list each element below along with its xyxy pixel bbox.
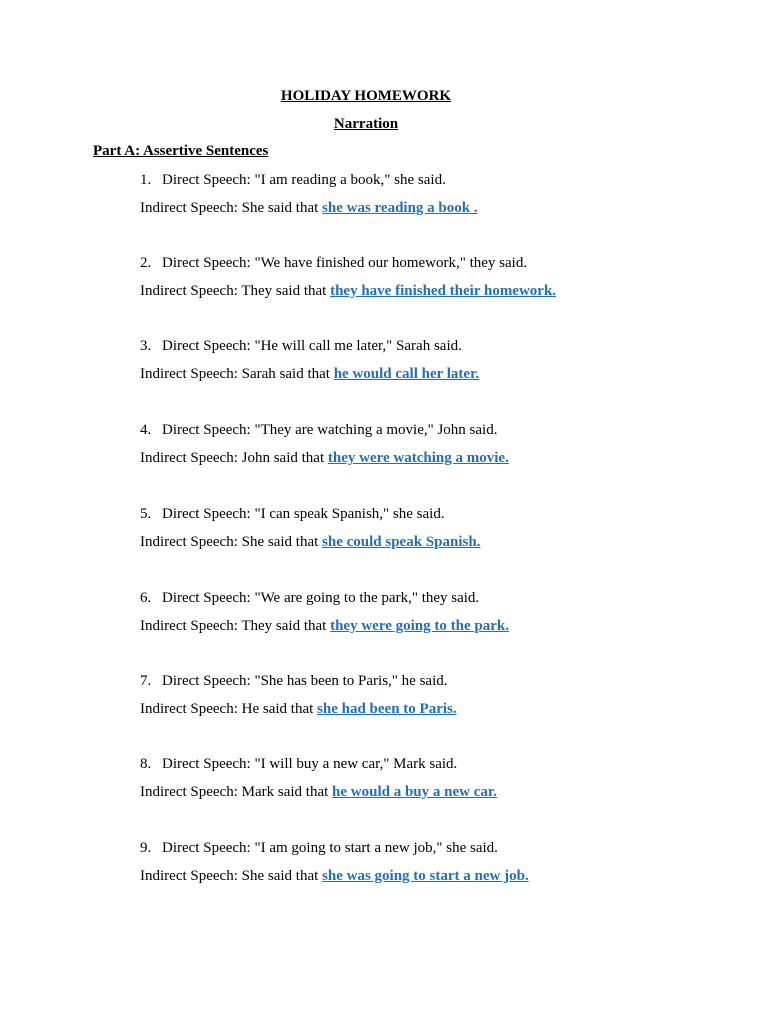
item-number: 4. bbox=[140, 422, 152, 438]
direct-speech-text: Direct Speech: "We are going to the park," they said. bbox=[162, 590, 480, 606]
indirect-speech-prefix: Indirect Speech: They said that bbox=[140, 283, 331, 299]
answer-text: they have finished their homework. bbox=[330, 283, 557, 299]
exercise-item-6 bbox=[140, 589, 700, 635]
answer-text: she could speak Spanish. bbox=[322, 534, 481, 550]
item-number: 1. bbox=[140, 172, 152, 188]
item-number: 9. bbox=[140, 840, 152, 856]
direct-speech-text: Direct Speech: "I am going to start a new job," she said. bbox=[162, 840, 498, 856]
exercise-item-4 bbox=[140, 421, 700, 467]
direct-speech-text: Direct Speech: "I will buy a new car," Mark said. bbox=[162, 756, 458, 772]
direct-speech-text: Direct Speech: "We have finished our homework," they said. bbox=[162, 255, 528, 271]
exercise-item-1 bbox=[140, 171, 700, 217]
exercise-item-3 bbox=[140, 337, 700, 383]
exercise-item-2 bbox=[140, 254, 700, 300]
item-number: 6. bbox=[140, 590, 152, 606]
answer-text: she was reading a book . bbox=[322, 200, 478, 216]
direct-speech-line bbox=[140, 589, 700, 607]
answer-text: he would call her later. bbox=[333, 366, 480, 382]
indirect-speech-line bbox=[140, 783, 700, 801]
exercise-item-8 bbox=[140, 755, 700, 801]
item-number: 3. bbox=[140, 338, 152, 354]
direct-speech-line bbox=[140, 839, 700, 857]
answer-text: he would a buy a new car. bbox=[332, 784, 497, 800]
indirect-speech-line bbox=[140, 617, 700, 635]
indirect-speech-prefix: Indirect Speech: Sarah said that bbox=[140, 366, 334, 382]
indirect-speech-line bbox=[140, 867, 700, 885]
section-heading: Part A: Assertive Sentences bbox=[93, 143, 269, 159]
direct-speech-line bbox=[140, 505, 700, 523]
item-number: 8. bbox=[140, 756, 152, 772]
direct-speech-line bbox=[140, 254, 700, 272]
indirect-speech-line bbox=[140, 365, 700, 383]
item-number: 2. bbox=[140, 255, 152, 271]
exercise-item-9 bbox=[140, 839, 700, 885]
indirect-speech-prefix: Indirect Speech: She said that bbox=[140, 534, 323, 550]
indirect-speech-prefix: Indirect Speech: He said that bbox=[140, 701, 318, 717]
direct-speech-line bbox=[140, 755, 700, 773]
item-number: 5. bbox=[140, 506, 152, 522]
indirect-speech-prefix: Indirect Speech: John said that bbox=[140, 450, 328, 466]
exercise-item-7 bbox=[140, 672, 700, 718]
direct-speech-line bbox=[140, 421, 700, 439]
direct-speech-line bbox=[140, 337, 700, 355]
exercise-item-5 bbox=[140, 505, 700, 551]
direct-speech-text: Direct Speech: "I can speak Spanish," she said. bbox=[162, 506, 445, 522]
indirect-speech-line bbox=[140, 533, 700, 551]
direct-speech-text: Direct Speech: "I am reading a book," she said. bbox=[162, 172, 446, 188]
answer-text: she was going to start a new job. bbox=[322, 868, 529, 884]
indirect-speech-prefix: Indirect Speech: She said that bbox=[140, 868, 323, 884]
indirect-speech-line bbox=[140, 700, 700, 718]
document-subtitle: Narration bbox=[333, 116, 399, 132]
indirect-speech-line bbox=[140, 199, 700, 217]
indirect-speech-prefix: Indirect Speech: Mark said that bbox=[140, 784, 333, 800]
document-title: HOLIDAY HOMEWORK bbox=[280, 88, 452, 104]
direct-speech-line bbox=[140, 171, 700, 189]
answer-text: she had been to Paris. bbox=[317, 701, 457, 717]
answer-text: they were watching a movie. bbox=[327, 450, 509, 466]
direct-speech-text: Direct Speech: "She has been to Paris," he said. bbox=[162, 673, 448, 689]
indirect-speech-line bbox=[140, 449, 700, 467]
indirect-speech-prefix: Indirect Speech: They said that bbox=[140, 618, 331, 634]
direct-speech-text: Direct Speech: "They are watching a movie," John said. bbox=[162, 422, 498, 438]
indirect-speech-line bbox=[140, 282, 700, 300]
direct-speech-line bbox=[140, 672, 700, 690]
direct-speech-text: Direct Speech: "He will call me later," Sarah said. bbox=[162, 338, 462, 354]
item-number: 7. bbox=[140, 673, 152, 689]
indirect-speech-prefix: Indirect Speech: She said that bbox=[140, 200, 323, 216]
answer-text: they were going to the park. bbox=[330, 618, 509, 634]
